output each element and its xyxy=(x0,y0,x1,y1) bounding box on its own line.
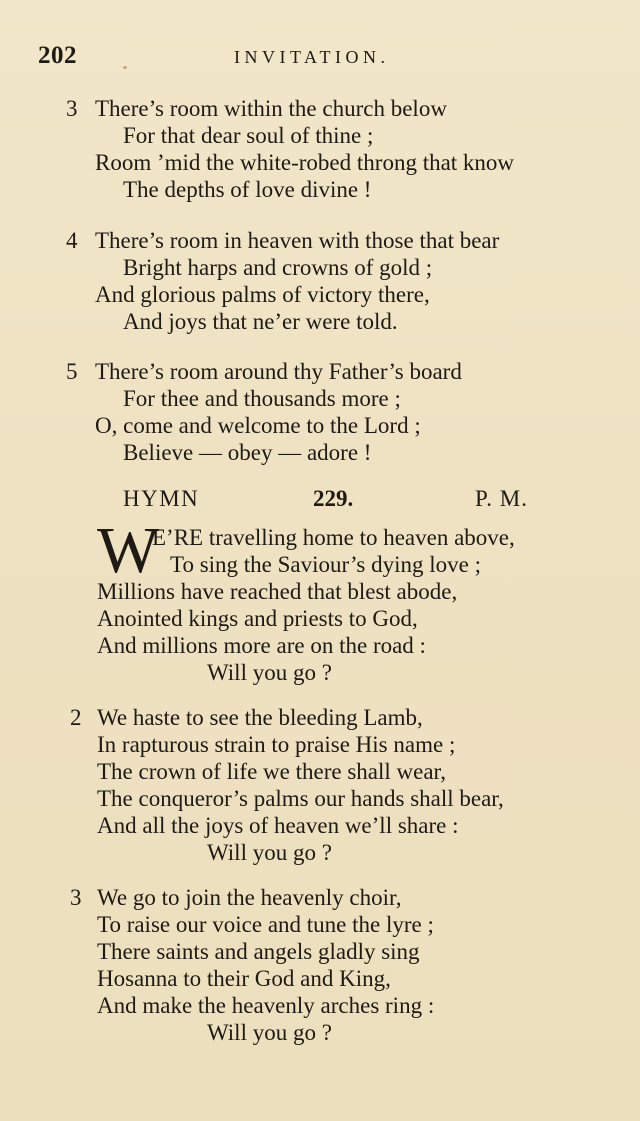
verse-line: There’s room within the church below xyxy=(95,96,447,121)
verse-line: We go to join the heavenly choir, xyxy=(97,885,402,910)
drop-cap: W xyxy=(97,514,160,587)
verse-line: The crown of life we there shall wear, xyxy=(97,759,447,784)
hymn-label: HYMN xyxy=(123,486,200,511)
verse-line: And glorious palms of victory there, xyxy=(95,282,430,307)
verse-line: In rapturous strain to praise His name ; xyxy=(97,732,456,757)
verse-line: Room ’mid the white-robed throng that know xyxy=(95,150,515,175)
verse-line: Hosanna to their God and King, xyxy=(97,966,391,991)
running-head: INVITATION. xyxy=(234,47,390,67)
verse-line: For that dear soul of thine ; xyxy=(123,123,374,148)
stanza-number: 2 xyxy=(70,705,82,730)
hymn-number: 229. xyxy=(313,486,354,511)
verse-line: Believe — obey — adore ! xyxy=(123,440,372,465)
hymn-heading xyxy=(123,486,553,516)
stanza-number: 3 xyxy=(70,885,82,910)
verse-line: And millions more are on the road : xyxy=(97,633,426,658)
page-number: 202 xyxy=(38,42,77,69)
verse-line: To raise our voice and tune the lyre ; xyxy=(97,912,434,937)
stanza-number: 5 xyxy=(66,359,78,384)
verse-line: The conqueror’s palms our hands shall bear, xyxy=(97,786,504,811)
verse-line: To sing the Saviour’s dying love ; xyxy=(170,552,482,577)
hymn-meter: P. M. xyxy=(475,486,528,511)
verse-line: E’RE travelling home to heaven above, xyxy=(152,525,515,550)
verse-line: For thee and thousands more ; xyxy=(123,386,401,411)
verse-line: The depths of love divine ! xyxy=(123,177,372,202)
verse-line: We haste to see the bleeding Lamb, xyxy=(97,705,423,730)
verse-line: And joys that ne’er were told. xyxy=(123,309,398,334)
refrain-line: Will you go ? xyxy=(207,840,332,865)
verse-line: There’s room around thy Father’s board xyxy=(95,359,462,384)
verse-line: Anointed kings and priests to God, xyxy=(97,606,418,631)
stanza-number: 3 xyxy=(66,96,78,121)
paper-speck xyxy=(123,66,127,69)
refrain-line: Will you go ? xyxy=(207,660,332,685)
verse-line: Bright harps and crowns of gold ; xyxy=(123,255,433,280)
verse-line: O, come and welcome to the Lord ; xyxy=(95,413,421,438)
refrain-line: Will you go ? xyxy=(207,1020,332,1045)
stanza-number: 4 xyxy=(66,228,78,253)
verse-line: Millions have reached that blest abode, xyxy=(97,579,458,604)
page-header xyxy=(38,42,598,76)
verse-line: And all the joys of heaven we’ll share : xyxy=(97,813,459,838)
verse-line: There saints and angels gladly sing xyxy=(97,939,420,964)
verse-line: There’s room in heaven with those that bear xyxy=(95,228,500,253)
verse-line: And make the heavenly arches ring : xyxy=(97,993,435,1018)
